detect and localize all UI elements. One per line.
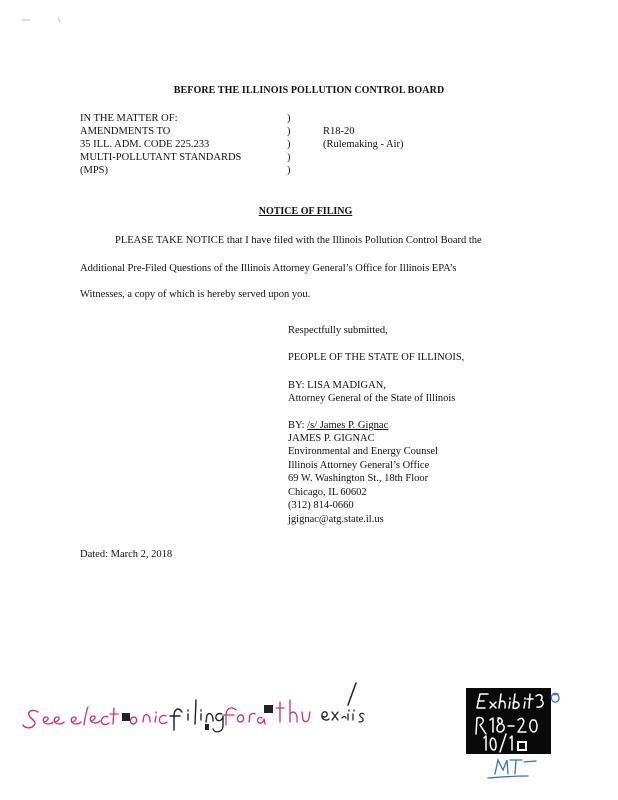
party-name: PEOPLE OF THE STATE OF ILLINOIS,: [288, 352, 465, 363]
signer-phone: (312) 814-0660: [288, 500, 354, 511]
caption-line: 35 ILL. ADM. CODE 225.233: [80, 139, 210, 150]
paren: ): [287, 113, 291, 124]
signer-office: Illinois Attorney General’s Office: [288, 460, 430, 471]
ag-title: Attorney General of the State of Illinois: [288, 393, 456, 404]
signer-name: JAMES P. GIGNAC: [288, 433, 375, 444]
signer-email: jgignac@atg.state.il.us: [288, 514, 384, 525]
signer-city: Chicago, IL 60602: [288, 487, 367, 498]
page-heading: BEFORE THE ILLINOIS POLLUTION CONTROL BOARD: [173, 85, 445, 96]
paren: ): [287, 139, 291, 150]
paren: ): [287, 126, 291, 137]
paren: ): [287, 152, 291, 163]
caption-line: AMENDMENTS TO: [80, 126, 171, 137]
dated-line: Dated: March 2, 2018: [80, 549, 173, 560]
by-ag: BY: LISA MADIGAN,: [288, 380, 386, 391]
body-line-3: Witnesses, a copy of which is hereby served upon you.: [80, 289, 311, 300]
by-prefix: BY:: [288, 420, 308, 431]
paren: ): [287, 165, 291, 176]
signer-street: 69 W. Washington St., 18th Floor: [288, 473, 429, 484]
caption-line: (MPS): [80, 165, 109, 176]
body-line-2: Additional Pre-Filed Questions of the Illinois Attorney General’s Office for Illinois EPA’s: [80, 263, 457, 274]
docket-number: R18-20: [323, 126, 355, 137]
docket-type: (Rulemaking - Air): [323, 139, 404, 150]
notice-title: NOTICE OF FILING: [258, 206, 353, 217]
signer-role: Environmental and Energy Counsel: [288, 446, 438, 457]
caption-line: MULTI-POLLUTANT STANDARDS: [80, 152, 242, 163]
body-line-1: PLEASE TAKE NOTICE that I have filed with the Illinois Pollution Control Board the: [115, 235, 482, 246]
closing: Respectfully submitted,: [288, 325, 388, 336]
caption-line: IN THE MATTER OF:: [80, 113, 178, 124]
electronic-signature: /s/ James P. Gignac: [307, 420, 389, 431]
